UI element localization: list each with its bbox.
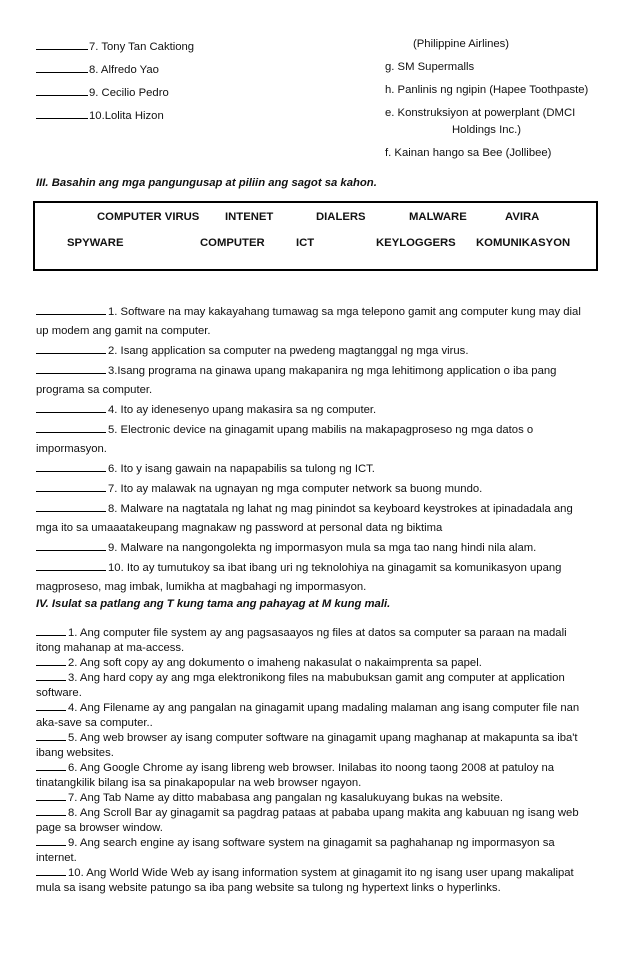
text-line: mula sa isang website patungo sa iba pang website sa tulong ng hypertext links o hyperlinks. [36, 882, 501, 894]
choice-h: h. Panlinis ng ngipin (Hapee Toothpaste) [385, 84, 589, 96]
answer-blank[interactable] [36, 729, 66, 741]
word-bank-box [33, 201, 598, 271]
answer-blank[interactable] [36, 61, 88, 73]
text-line: programa sa computer. [36, 384, 153, 396]
statement-item [36, 729, 596, 761]
statement-item [36, 834, 596, 866]
answer-blank[interactable] [36, 789, 66, 801]
answer-blank[interactable] [36, 420, 106, 433]
text-line: 5. Electronic device na ginagamit upang mabilis na makapagproseso ng mga datos o [108, 424, 534, 436]
word-bank-item: COMPUTER [200, 237, 265, 249]
text-line: 8. Ang Scroll Bar ay ginagamit sa pagdrag pataas at pababa upang makita ang kabuuan ng isang web [68, 807, 579, 819]
text-line: software. [36, 687, 82, 699]
text-line: tinatangkilik bilang isa sa pinakapopular na web browser ngayon. [36, 777, 362, 789]
question-item [36, 479, 596, 499]
statement-item [36, 669, 596, 701]
statement-item [36, 624, 596, 656]
answer-blank[interactable] [36, 38, 88, 50]
matching-label: 10.Lolita Hizon [89, 110, 164, 122]
text-line: page sa browser window. [36, 822, 163, 834]
answer-blank[interactable] [36, 699, 66, 711]
section-4-heading: IV. Isulat sa patlang ang T kung tama ang pahayag at M kung mali. [36, 598, 391, 610]
text-line: mga ito sa umaaatakeupang magnakaw ng password at personal data ng biktima [36, 522, 443, 534]
word-bank-item: AVIRA [505, 211, 540, 223]
answer-blank[interactable] [36, 84, 88, 96]
answer-blank[interactable] [36, 499, 106, 512]
matching-item-10 [36, 107, 164, 122]
matching-label: 8. Alfredo Yao [89, 64, 159, 76]
text-line: aka-save sa computer.. [36, 717, 153, 729]
text-line: 5. Ang web browser ay isang computer software na ginagamit upang maghanap at makapunta sa iba't [68, 732, 578, 744]
text-line: 2. Isang application sa computer na pwedeng magtanggal ng mga virus. [108, 345, 469, 357]
word-bank-item: ICT [296, 237, 315, 249]
matching-label: 9. Cecilio Pedro [89, 87, 169, 99]
question-item [36, 538, 596, 558]
text-line: up modem ang gamit na computer. [36, 325, 211, 337]
answer-blank[interactable] [36, 558, 106, 571]
answer-blank[interactable] [36, 538, 106, 551]
text-line: 7. Ang Tab Name ay ditto mababasa ang pangalan ng kasalukuyang bukas na website. [68, 792, 504, 804]
section-3-heading: III. Basahin ang mga pangungusap at piliin ang sagot sa kahon. [36, 177, 377, 189]
word-bank-item: INTENET [225, 211, 274, 223]
word-bank-item: DIALERS [316, 211, 366, 223]
text-line: itong mahanap at ma-access. [36, 642, 185, 654]
text-line: 9. Ang search engine ay isang software system na ginagamit sa paghahanap ng impormasyon sa [68, 837, 555, 849]
answer-blank[interactable] [36, 624, 66, 636]
answer-blank[interactable] [36, 459, 106, 472]
matching-label: 7. Tony Tan Caktiong [89, 41, 195, 53]
text-line: 4. Ito ay idenesenyo upang makasira sa ng computer. [108, 404, 377, 416]
answer-blank[interactable] [36, 479, 106, 492]
word-bank-item: SPYWARE [67, 237, 124, 249]
text-line: 3. Ang hard copy ay ang mga elektronikong files na mabubuksan gamit ang computer at application [68, 672, 565, 684]
statement-item [36, 699, 596, 731]
choice-e-continued: Holdings Inc.) [452, 124, 522, 136]
choice-f: f. Kainan hango sa Bee (Jollibee) [385, 147, 552, 159]
word-bank-item: KOMUNIKASYON [476, 237, 571, 249]
text-line: 10. Ang World Wide Web ay isang information system at ginagamit ito ng isang user upang makalipat [68, 867, 574, 879]
matching-item-7 [36, 38, 194, 53]
text-line: 2. Ang soft copy ay ang dokumento o imaheng nakasulat o nakaimprenta sa papel. [68, 657, 482, 669]
question-item [36, 341, 596, 361]
text-line: 6. Ito y isang gawain na napapabilis sa tulong ng ICT. [108, 463, 375, 475]
question-item [36, 558, 596, 597]
text-line: 10. Ito ay tumutukoy sa ibat ibang uri ng teknolohiya na ginagamit sa komunikasyon upang [108, 562, 562, 574]
text-line: 3.Isang programa na ginawa upang makapanira ng mga lehitimong application o iba pang [108, 365, 557, 377]
statement-item [36, 759, 596, 791]
answer-blank[interactable] [36, 804, 66, 816]
answer-blank[interactable] [36, 669, 66, 681]
text-line: 4. Ang Filename ay ang pangalan na ginagamit upang madaling malaman ang isang computer file nan [68, 702, 580, 714]
text-line: 1. Ang computer file system ay ang pagsasaayos ng files at datos sa computer sa paraan na madali [68, 627, 567, 639]
word-bank-item: MALWARE [409, 211, 467, 223]
answer-blank[interactable] [36, 759, 66, 771]
choice-e: e. Konstruksiyon at powerplant (DMCI [385, 107, 576, 119]
text-line: 1. Software na may kakayahang tumawag sa mga telepono gamit ang computer kung may dial [108, 306, 581, 318]
answer-blank[interactable] [36, 864, 66, 876]
question-item [36, 420, 596, 459]
question-item [36, 361, 596, 400]
word-bank-item: KEYLOGGERS [376, 237, 456, 249]
matching-item-8 [36, 61, 159, 76]
text-line: ibang websites. [36, 747, 114, 759]
question-item [36, 400, 596, 420]
answer-blank[interactable] [36, 361, 106, 374]
choice-g: g. SM Supermalls [385, 61, 475, 73]
text-line: impormasyon. [36, 443, 107, 455]
text-line: 7. Ito ay malawak na ugnayan ng mga computer network sa buong mundo. [108, 483, 483, 495]
answer-blank[interactable] [36, 302, 106, 315]
text-line: magproseso, mag imbak, lumikha at magbahagi ng impormasyon. [36, 581, 367, 593]
question-item [36, 459, 596, 479]
answer-blank[interactable] [36, 341, 106, 354]
answer-blank[interactable] [36, 400, 106, 413]
choice-text: (Philippine Airlines) [413, 38, 510, 50]
statement-item [36, 804, 596, 836]
answer-blank[interactable] [36, 107, 88, 119]
word-bank-item: COMPUTER VIRUS [97, 211, 200, 223]
text-line: internet. [36, 852, 77, 864]
question-item [36, 499, 596, 538]
matching-item-9 [36, 84, 169, 99]
statement-item [36, 864, 596, 896]
question-item [36, 302, 596, 341]
text-line: 9. Malware na nangongolekta ng impormasyon mula sa mga tao nang hindi nila alam. [108, 542, 537, 554]
text-line: 8. Malware na nagtatala ng lahat ng mag pinindot sa keyboard keystrokes at ipinadadala ang [108, 503, 573, 515]
answer-blank[interactable] [36, 834, 66, 846]
text-line: 6. Ang Google Chrome ay isang libreng web browser. Inilabas ito noong taong 2008 at patuloy na [68, 762, 555, 774]
answer-blank[interactable] [36, 654, 66, 666]
